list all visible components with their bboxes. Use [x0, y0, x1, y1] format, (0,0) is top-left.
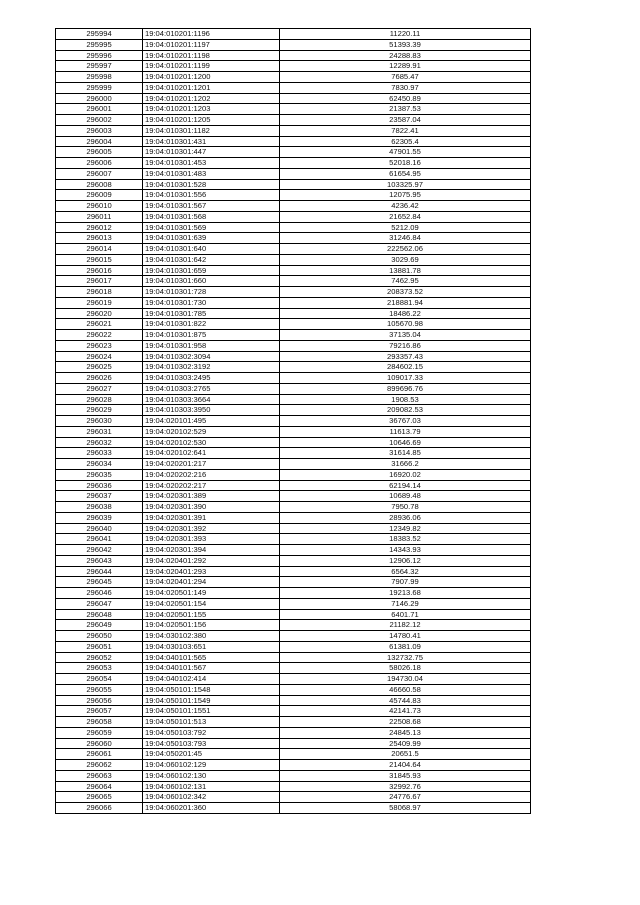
record-number-cell: 296032 [56, 437, 143, 448]
table-row [56, 82, 531, 93]
cadastral-value-table [55, 28, 531, 814]
cadastral-number-cell: 19:04:020301:393 [143, 534, 280, 545]
record-number-cell: 296001 [56, 104, 143, 115]
cadastral-value-cell: 14780.41 [280, 631, 531, 642]
record-number-cell: 296042 [56, 545, 143, 556]
table-row [56, 147, 531, 158]
record-number-cell: 296026 [56, 373, 143, 384]
table-row [56, 265, 531, 276]
cadastral-number-cell: 19:04:040101:567 [143, 663, 280, 674]
table-row [56, 631, 531, 642]
cadastral-number-cell: 19:04:020102:641 [143, 448, 280, 459]
cadastral-value-cell: 14343.93 [280, 545, 531, 556]
cadastral-value-cell: 293357.43 [280, 351, 531, 362]
cadastral-number-cell: 19:04:010201:1199 [143, 61, 280, 72]
table-row [56, 233, 531, 244]
record-number-cell: 296022 [56, 330, 143, 341]
cadastral-number-cell: 19:04:010301:1182 [143, 125, 280, 136]
cadastral-value-cell: 25409.99 [280, 738, 531, 749]
record-number-cell: 296060 [56, 738, 143, 749]
cadastral-number-cell: 19:04:020201:217 [143, 459, 280, 470]
cadastral-value-cell: 7462.95 [280, 276, 531, 287]
cadastral-number-cell: 19:04:010301:640 [143, 244, 280, 255]
table-row [56, 179, 531, 190]
table-row [56, 115, 531, 126]
table-row [56, 534, 531, 545]
cadastral-number-cell: 19:04:020301:394 [143, 545, 280, 556]
cadastral-value-cell: 899696.76 [280, 383, 531, 394]
table-row [56, 319, 531, 330]
record-number-cell: 296000 [56, 93, 143, 104]
cadastral-value-cell: 21404.64 [280, 760, 531, 771]
table-row [56, 609, 531, 620]
record-number-cell: 296047 [56, 598, 143, 609]
cadastral-number-cell: 19:04:020101:495 [143, 416, 280, 427]
table-row [56, 448, 531, 459]
record-number-cell: 296016 [56, 265, 143, 276]
cadastral-value-cell: 3029.69 [280, 254, 531, 265]
table-row [56, 125, 531, 136]
record-number-cell: 296008 [56, 179, 143, 190]
cadastral-value-cell: 28936.06 [280, 512, 531, 523]
table-row [56, 437, 531, 448]
cadastral-number-cell: 19:04:020501:155 [143, 609, 280, 620]
record-number-cell: 296019 [56, 297, 143, 308]
cadastral-value-cell: 7950.78 [280, 502, 531, 513]
cadastral-value-cell: 12075.95 [280, 190, 531, 201]
record-number-cell: 296039 [56, 512, 143, 523]
cadastral-value-cell: 19213.68 [280, 588, 531, 599]
cadastral-number-cell: 19:04:010301:660 [143, 276, 280, 287]
cadastral-value-cell: 18383.52 [280, 534, 531, 545]
cadastral-number-cell: 19:04:040101:565 [143, 652, 280, 663]
table-row [56, 717, 531, 728]
table-row [56, 351, 531, 362]
cadastral-value-cell: 42141.73 [280, 706, 531, 717]
cadastral-value-cell: 105670.98 [280, 319, 531, 330]
cadastral-number-cell: 19:04:010201:1203 [143, 104, 280, 115]
cadastral-number-cell: 19:04:010303:3664 [143, 394, 280, 405]
record-number-cell: 296010 [56, 201, 143, 212]
cadastral-value-cell: 61654.95 [280, 168, 531, 179]
table-row [56, 61, 531, 72]
table-row [56, 545, 531, 556]
cadastral-number-cell: 19:04:020301:391 [143, 512, 280, 523]
table-row [56, 738, 531, 749]
record-number-cell: 296059 [56, 727, 143, 738]
table-row [56, 512, 531, 523]
table-row [56, 426, 531, 437]
record-number-cell: 296014 [56, 244, 143, 255]
cadastral-value-cell: 132732.75 [280, 652, 531, 663]
record-number-cell: 296017 [56, 276, 143, 287]
table-row [56, 222, 531, 233]
record-number-cell: 296011 [56, 211, 143, 222]
cadastral-number-cell: 19:04:020102:530 [143, 437, 280, 448]
table-row [56, 663, 531, 674]
record-number-cell: 296013 [56, 233, 143, 244]
record-number-cell: 296027 [56, 383, 143, 394]
table-row [56, 50, 531, 61]
cadastral-number-cell: 19:04:010301:483 [143, 168, 280, 179]
record-number-cell: 296053 [56, 663, 143, 674]
cadastral-value-cell: 37135.04 [280, 330, 531, 341]
record-number-cell: 296066 [56, 803, 143, 814]
cadastral-number-cell: 19:04:060102:342 [143, 792, 280, 803]
record-number-cell: 295994 [56, 29, 143, 40]
cadastral-number-cell: 19:04:020401:293 [143, 566, 280, 577]
cadastral-value-cell: 4236.42 [280, 201, 531, 212]
record-number-cell: 296021 [56, 319, 143, 330]
cadastral-number-cell: 19:04:010301:567 [143, 201, 280, 212]
cadastral-value-cell: 31614.85 [280, 448, 531, 459]
record-number-cell: 296050 [56, 631, 143, 642]
cadastral-value-cell: 31246.84 [280, 233, 531, 244]
cadastral-number-cell: 19:04:010302:3192 [143, 362, 280, 373]
cadastral-number-cell: 19:04:060102:129 [143, 760, 280, 771]
cadastral-number-cell: 19:04:010301:958 [143, 340, 280, 351]
cadastral-number-cell: 19:04:010201:1200 [143, 72, 280, 83]
cadastral-number-cell: 19:04:020501:149 [143, 588, 280, 599]
table-row [56, 297, 531, 308]
table-row [56, 104, 531, 115]
table-row [56, 72, 531, 83]
cadastral-number-cell: 19:04:020202:216 [143, 469, 280, 480]
cadastral-value-cell: 23587.04 [280, 115, 531, 126]
record-number-cell: 296052 [56, 652, 143, 663]
cadastral-number-cell: 19:04:020401:294 [143, 577, 280, 588]
cadastral-value-cell: 11613.79 [280, 426, 531, 437]
table-row [56, 760, 531, 771]
table-row [56, 598, 531, 609]
cadastral-number-cell: 19:04:010301:730 [143, 297, 280, 308]
cadastral-value-cell: 21387.53 [280, 104, 531, 115]
cadastral-number-cell: 19:04:010301:556 [143, 190, 280, 201]
record-number-cell: 296012 [56, 222, 143, 233]
cadastral-value-cell: 20651.5 [280, 749, 531, 760]
cadastral-number-cell: 19:04:010201:1197 [143, 39, 280, 50]
cadastral-number-cell: 19:04:010301:785 [143, 308, 280, 319]
record-number-cell: 296035 [56, 469, 143, 480]
table-row [56, 158, 531, 169]
record-number-cell: 296057 [56, 706, 143, 717]
cadastral-value-cell: 79216.86 [280, 340, 531, 351]
record-number-cell: 296033 [56, 448, 143, 459]
cadastral-value-cell: 21652.84 [280, 211, 531, 222]
cadastral-number-cell: 19:04:020102:529 [143, 426, 280, 437]
cadastral-value-cell: 46660.58 [280, 684, 531, 695]
table-row [56, 211, 531, 222]
table-row [56, 588, 531, 599]
cadastral-number-cell: 19:04:020301:389 [143, 491, 280, 502]
record-number-cell: 296043 [56, 555, 143, 566]
table-row [56, 749, 531, 760]
table-row [56, 803, 531, 814]
cadastral-value-cell: 16920.02 [280, 469, 531, 480]
cadastral-number-cell: 19:04:050103:793 [143, 738, 280, 749]
cadastral-value-cell: 61381.09 [280, 641, 531, 652]
record-number-cell: 296038 [56, 502, 143, 513]
record-number-cell: 296037 [56, 491, 143, 502]
record-number-cell: 296025 [56, 362, 143, 373]
cadastral-number-cell: 19:04:010301:568 [143, 211, 280, 222]
cadastral-number-cell: 19:04:010301:447 [143, 147, 280, 158]
cadastral-value-cell: 62194.14 [280, 480, 531, 491]
cadastral-value-cell: 1908.53 [280, 394, 531, 405]
table-row [56, 781, 531, 792]
record-number-cell: 296055 [56, 684, 143, 695]
record-number-cell: 296056 [56, 695, 143, 706]
table-row [56, 684, 531, 695]
table-row [56, 469, 531, 480]
cadastral-value-cell: 194730.04 [280, 674, 531, 685]
cadastral-number-cell: 19:04:030103:651 [143, 641, 280, 652]
cadastral-number-cell: 19:04:020202:217 [143, 480, 280, 491]
record-number-cell: 296018 [56, 287, 143, 298]
cadastral-value-cell: 51393.39 [280, 39, 531, 50]
cadastral-number-cell: 19:04:060201:360 [143, 803, 280, 814]
table-row [56, 362, 531, 373]
cadastral-number-cell: 19:04:010201:1205 [143, 115, 280, 126]
cadastral-value-cell: 24288.83 [280, 50, 531, 61]
record-number-cell: 296045 [56, 577, 143, 588]
table-row [56, 491, 531, 502]
cadastral-value-cell: 10689.48 [280, 491, 531, 502]
cadastral-value-cell: 209082.53 [280, 405, 531, 416]
cadastral-number-cell: 19:04:010301:569 [143, 222, 280, 233]
table-row [56, 770, 531, 781]
cadastral-value-cell: 24845.13 [280, 727, 531, 738]
record-number-cell: 295998 [56, 72, 143, 83]
table-row [56, 480, 531, 491]
table-row [56, 340, 531, 351]
cadastral-number-cell: 19:04:050103:792 [143, 727, 280, 738]
record-number-cell: 296030 [56, 416, 143, 427]
record-number-cell: 296064 [56, 781, 143, 792]
cadastral-number-cell: 19:04:020301:390 [143, 502, 280, 513]
table-row [56, 168, 531, 179]
table-row [56, 39, 531, 50]
record-number-cell: 296049 [56, 620, 143, 631]
table-row [56, 190, 531, 201]
cadastral-number-cell: 19:04:010301:528 [143, 179, 280, 190]
cadastral-number-cell: 19:04:050101:1548 [143, 684, 280, 695]
cadastral-number-cell: 19:04:030102:380 [143, 631, 280, 642]
cadastral-number-cell: 19:04:020401:292 [143, 555, 280, 566]
record-number-cell: 296065 [56, 792, 143, 803]
record-number-cell: 296036 [56, 480, 143, 491]
cadastral-number-cell: 19:04:010301:822 [143, 319, 280, 330]
cadastral-value-cell: 31666.2 [280, 459, 531, 470]
cadastral-value-cell: 32992.76 [280, 781, 531, 792]
table-body [56, 29, 531, 814]
cadastral-value-cell: 208373.52 [280, 287, 531, 298]
cadastral-number-cell: 19:04:010301:453 [143, 158, 280, 169]
table-row [56, 383, 531, 394]
record-number-cell: 296063 [56, 770, 143, 781]
cadastral-value-cell: 62450.89 [280, 93, 531, 104]
cadastral-number-cell: 19:04:010301:639 [143, 233, 280, 244]
table-row [56, 394, 531, 405]
table-row [56, 641, 531, 652]
table-row [56, 254, 531, 265]
cadastral-number-cell: 19:04:010201:1201 [143, 82, 280, 93]
cadastral-value-cell: 47901.55 [280, 147, 531, 158]
record-number-cell: 296005 [56, 147, 143, 158]
cadastral-value-cell: 7146.29 [280, 598, 531, 609]
table-row [56, 373, 531, 384]
cadastral-value-cell: 7907.99 [280, 577, 531, 588]
cadastral-value-cell: 12349.82 [280, 523, 531, 534]
record-number-cell: 296004 [56, 136, 143, 147]
cadastral-number-cell: 19:04:050101:1551 [143, 706, 280, 717]
cadastral-value-cell: 284602.15 [280, 362, 531, 373]
cadastral-value-cell: 10646.69 [280, 437, 531, 448]
table-row [56, 287, 531, 298]
table-row [56, 201, 531, 212]
cadastral-value-cell: 109017.33 [280, 373, 531, 384]
cadastral-value-cell: 58026.18 [280, 663, 531, 674]
cadastral-value-cell: 36767.03 [280, 416, 531, 427]
table-row [56, 405, 531, 416]
record-number-cell: 296046 [56, 588, 143, 599]
record-number-cell: 296061 [56, 749, 143, 760]
cadastral-number-cell: 19:04:010201:1196 [143, 29, 280, 40]
cadastral-value-cell: 58068.97 [280, 803, 531, 814]
table-row [56, 459, 531, 470]
cadastral-number-cell: 19:04:010301:875 [143, 330, 280, 341]
cadastral-value-cell: 11220.11 [280, 29, 531, 40]
record-number-cell: 296024 [56, 351, 143, 362]
record-number-cell: 296003 [56, 125, 143, 136]
record-number-cell: 296009 [56, 190, 143, 201]
cadastral-value-cell: 31845.93 [280, 770, 531, 781]
record-number-cell: 296006 [56, 158, 143, 169]
cadastral-value-cell: 22508.68 [280, 717, 531, 728]
record-number-cell: 296028 [56, 394, 143, 405]
table-row [56, 502, 531, 513]
cadastral-value-cell: 21182.12 [280, 620, 531, 631]
record-number-cell: 296041 [56, 534, 143, 545]
record-number-cell: 296007 [56, 168, 143, 179]
table-row [56, 136, 531, 147]
cadastral-value-cell: 6564.32 [280, 566, 531, 577]
cadastral-value-cell: 18486.22 [280, 308, 531, 319]
table-row [56, 566, 531, 577]
cadastral-value-cell: 7822.41 [280, 125, 531, 136]
record-number-cell: 296058 [56, 717, 143, 728]
cadastral-number-cell: 19:04:010301:728 [143, 287, 280, 298]
cadastral-value-cell: 218881.94 [280, 297, 531, 308]
record-number-cell: 296048 [56, 609, 143, 620]
cadastral-value-cell: 13881.78 [280, 265, 531, 276]
table-row [56, 695, 531, 706]
table-row [56, 577, 531, 588]
cadastral-value-cell: 7830.97 [280, 82, 531, 93]
cadastral-number-cell: 19:04:010303:3950 [143, 405, 280, 416]
cadastral-value-cell: 24776.67 [280, 792, 531, 803]
cadastral-number-cell: 19:04:010301:431 [143, 136, 280, 147]
cadastral-value-cell: 52018.16 [280, 158, 531, 169]
cadastral-number-cell: 19:04:040102:414 [143, 674, 280, 685]
cadastral-number-cell: 19:04:050101:513 [143, 717, 280, 728]
cadastral-value-cell: 5212.09 [280, 222, 531, 233]
cadastral-number-cell: 19:04:060102:130 [143, 770, 280, 781]
record-number-cell: 296034 [56, 459, 143, 470]
cadastral-value-cell: 7685.47 [280, 72, 531, 83]
table-row [56, 727, 531, 738]
table-row [56, 308, 531, 319]
table-row [56, 652, 531, 663]
cadastral-value-cell: 103325.97 [280, 179, 531, 190]
cadastral-number-cell: 19:04:020501:156 [143, 620, 280, 631]
table-row [56, 523, 531, 534]
table-row [56, 276, 531, 287]
cadastral-number-cell: 19:04:010201:1202 [143, 93, 280, 104]
cadastral-value-cell: 62305.4 [280, 136, 531, 147]
cadastral-value-cell: 222562.06 [280, 244, 531, 255]
table-row [56, 29, 531, 40]
table-row [56, 244, 531, 255]
cadastral-number-cell: 19:04:010303:2495 [143, 373, 280, 384]
record-number-cell: 296031 [56, 426, 143, 437]
table-row [56, 330, 531, 341]
table-row [56, 674, 531, 685]
record-number-cell: 296029 [56, 405, 143, 416]
record-number-cell: 296015 [56, 254, 143, 265]
cadastral-number-cell: 19:04:010201:1198 [143, 50, 280, 61]
record-number-cell: 295995 [56, 39, 143, 50]
table-row [56, 93, 531, 104]
cadastral-number-cell: 19:04:060102:131 [143, 781, 280, 792]
table-row [56, 416, 531, 427]
cadastral-value-cell: 6401.71 [280, 609, 531, 620]
cadastral-number-cell: 19:04:020301:392 [143, 523, 280, 534]
cadastral-number-cell: 19:04:010302:3094 [143, 351, 280, 362]
cadastral-value-cell: 12906.12 [280, 555, 531, 566]
record-number-cell: 295999 [56, 82, 143, 93]
record-number-cell: 296002 [56, 115, 143, 126]
cadastral-number-cell: 19:04:010301:659 [143, 265, 280, 276]
table-row [56, 706, 531, 717]
record-number-cell: 296054 [56, 674, 143, 685]
table-row [56, 792, 531, 803]
cadastral-number-cell: 19:04:050201:45 [143, 749, 280, 760]
record-number-cell: 295996 [56, 50, 143, 61]
record-number-cell: 296020 [56, 308, 143, 319]
record-number-cell: 296040 [56, 523, 143, 534]
cadastral-value-cell: 12289.91 [280, 61, 531, 72]
table-row [56, 555, 531, 566]
record-number-cell: 296023 [56, 340, 143, 351]
cadastral-number-cell: 19:04:010301:642 [143, 254, 280, 265]
record-number-cell: 296062 [56, 760, 143, 771]
table-row [56, 620, 531, 631]
cadastral-number-cell: 19:04:020501:154 [143, 598, 280, 609]
record-number-cell: 295997 [56, 61, 143, 72]
cadastral-number-cell: 19:04:010303:2765 [143, 383, 280, 394]
record-number-cell: 296051 [56, 641, 143, 652]
cadastral-number-cell: 19:04:050101:1549 [143, 695, 280, 706]
record-number-cell: 296044 [56, 566, 143, 577]
cadastral-value-cell: 45744.83 [280, 695, 531, 706]
